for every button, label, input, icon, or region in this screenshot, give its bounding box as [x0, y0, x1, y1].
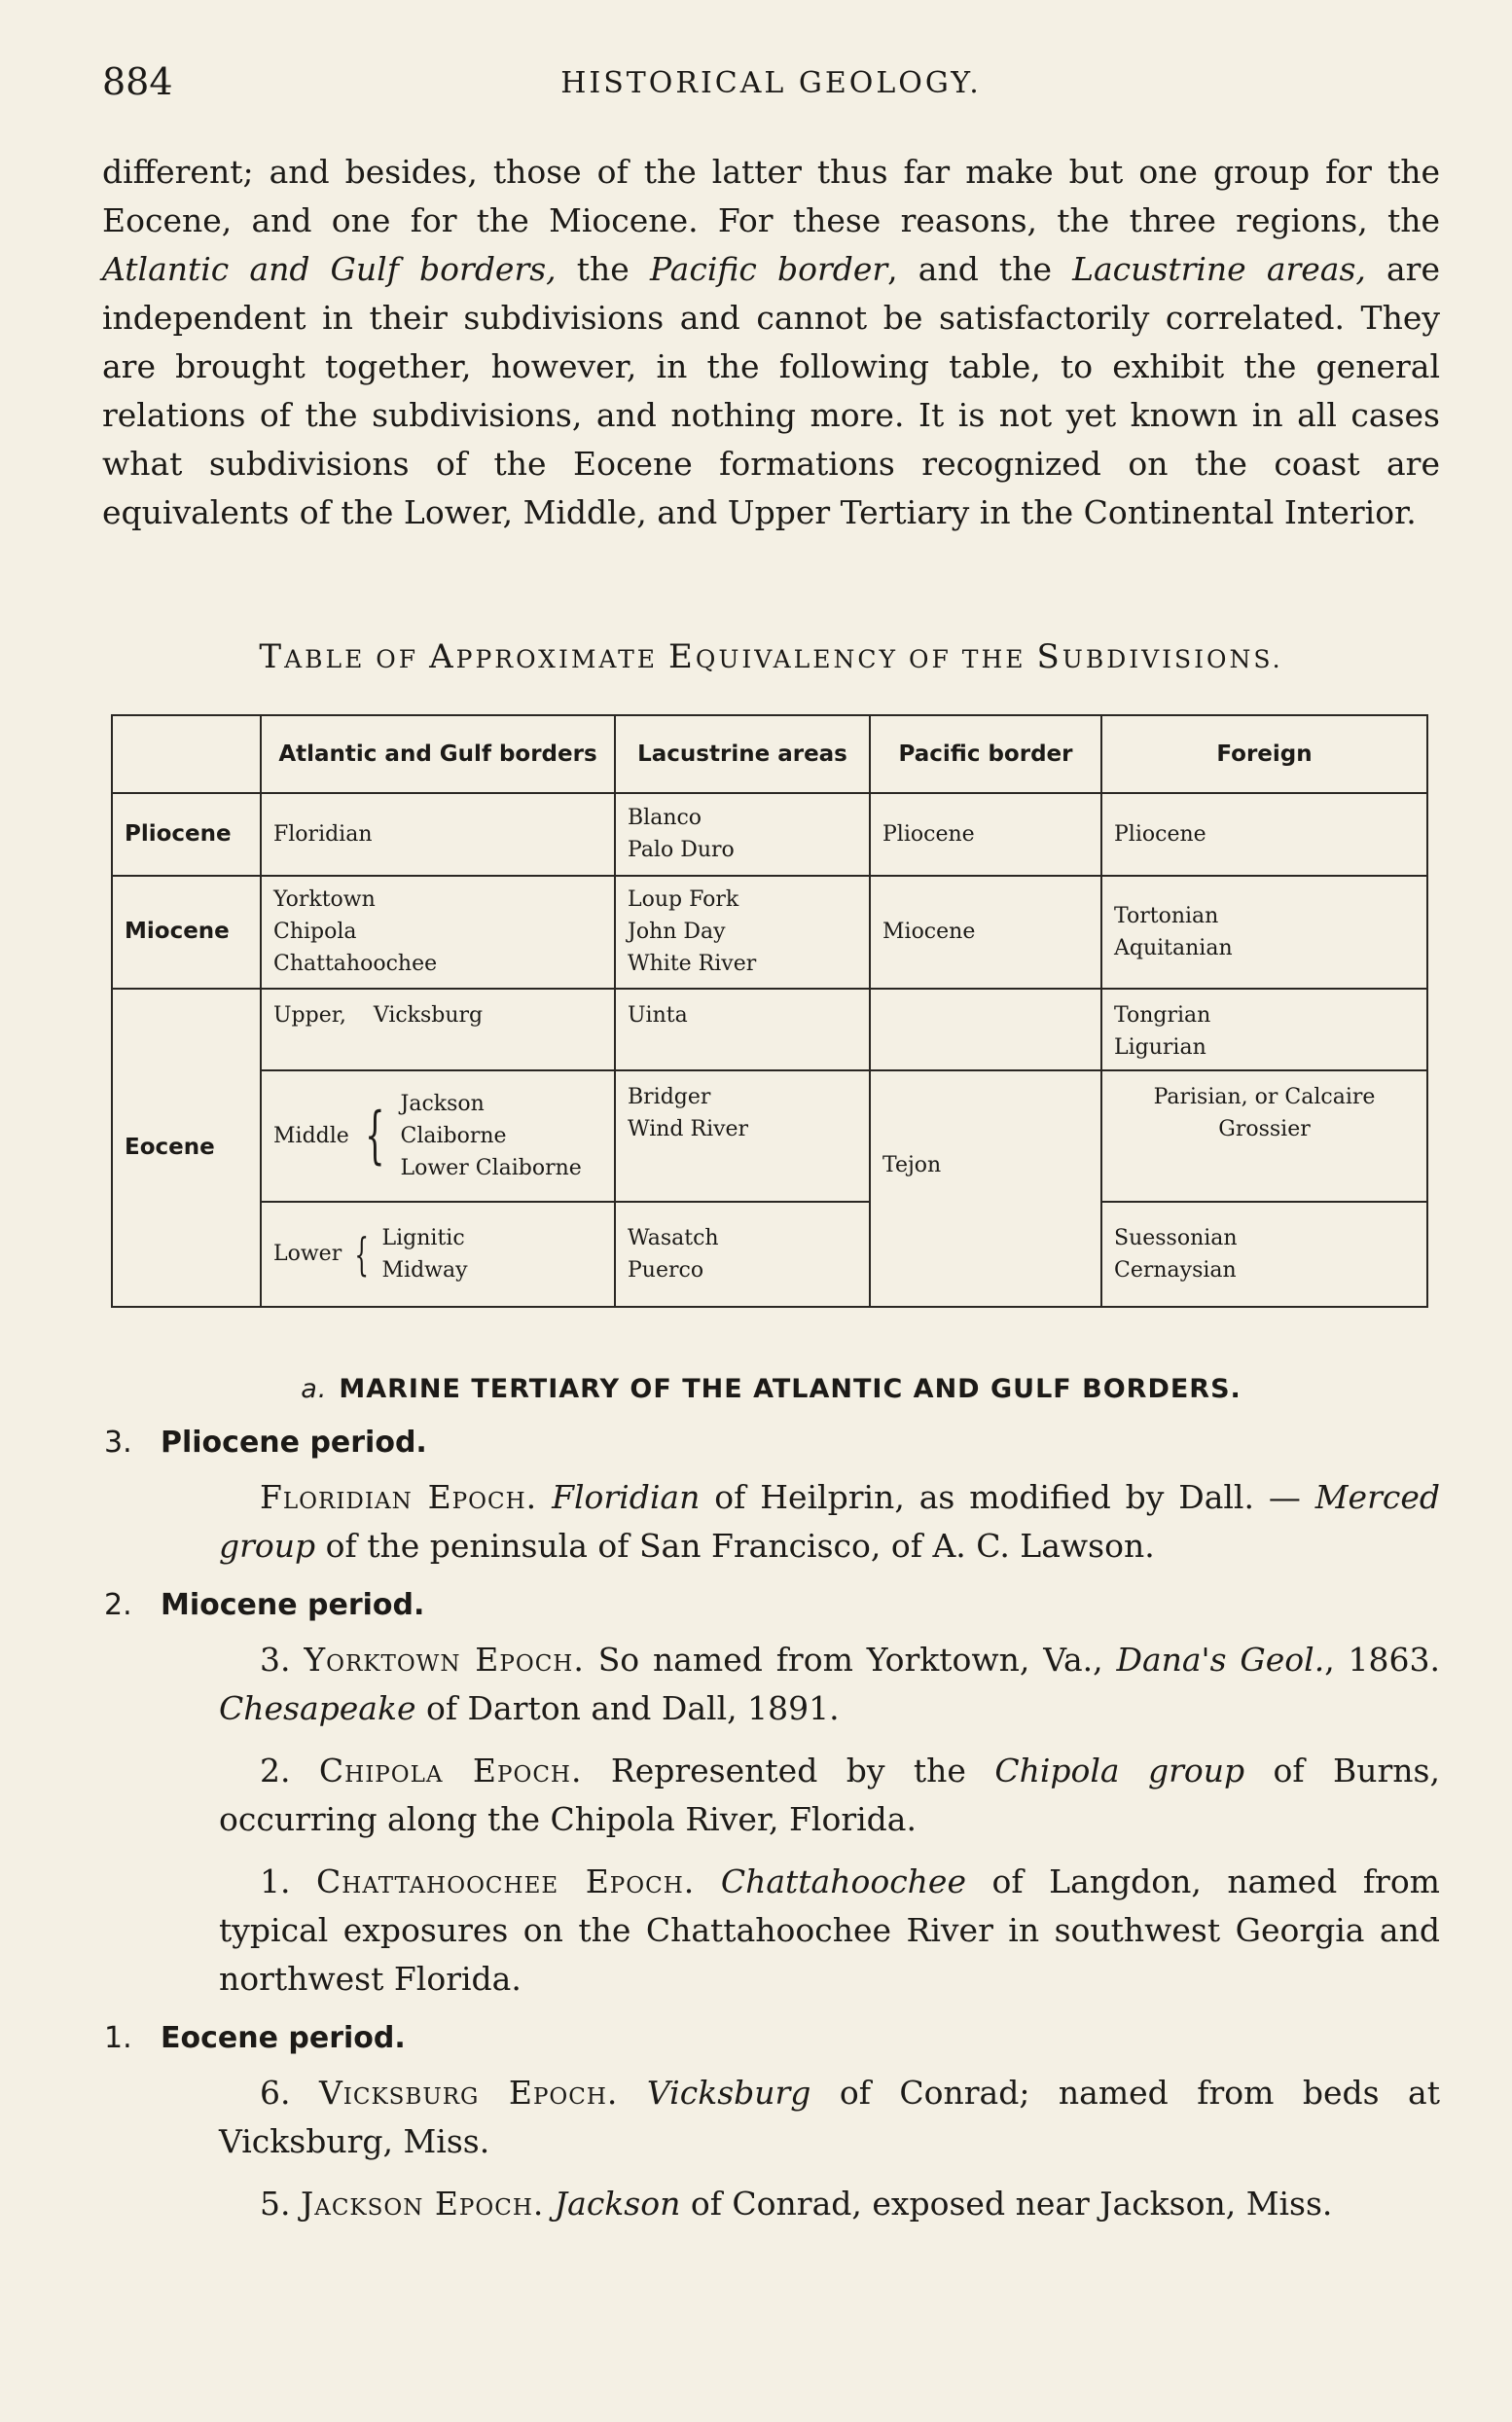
pacific-cell-empty: [870, 989, 1101, 1070]
middle-bracket-group: [273, 1088, 602, 1184]
intro-text: different; and besides, those of the latter thus far make but one group for the Eocene, and one for the Miocene. For these reasons, the three regions, the: [102, 153, 1440, 239]
atlantic-cell: [261, 1070, 615, 1201]
cell-line: Lower Claiborne: [400, 1155, 582, 1180]
header-atlantic: Atlantic and Gulf borders: [261, 715, 615, 793]
epoch-text: of Darton and Dall, 1891.: [415, 1689, 840, 1727]
atlantic-cell: Floridian: [261, 793, 615, 875]
title-part: T: [259, 637, 285, 676]
title-part: QUIVALENCY OF THE: [695, 645, 1037, 673]
header-lacustrine: Lacustrine areas: [615, 715, 870, 793]
epoch-number: 2.: [260, 1752, 291, 1789]
period-heading-eocene: [104, 2021, 1440, 2055]
atlantic-cell: [261, 876, 615, 989]
epoch-number: 6.: [260, 2074, 291, 2112]
running-head: HISTORICAL GEOLOGY.: [560, 66, 982, 100]
region-lacustrine: Lacustrine areas,: [1072, 250, 1366, 288]
cell-line: Chattahoochee: [273, 952, 438, 977]
epoch-name: Jackson Epoch.: [301, 2185, 545, 2223]
title-part: ABLE OF: [284, 645, 430, 673]
epoch-text: Represented by the: [582, 1752, 995, 1789]
page-number: 884: [102, 60, 173, 103]
intro-paragraph: [102, 148, 1440, 537]
epoch-text: Dana's Geol.: [1116, 1641, 1325, 1679]
cell-line: Parisian, or Calcaire: [1153, 1085, 1376, 1110]
foreign-cell: [1101, 1202, 1427, 1307]
epoch-chattahoochee: [219, 1858, 1440, 2004]
table-row-eocene-upper: [112, 989, 1427, 1070]
cell-line: Bridger: [628, 1085, 711, 1110]
intro-text: the: [556, 250, 650, 288]
table-row-eocene-middle: [112, 1070, 1427, 1201]
epoch-name: Floridian Epoch.: [260, 1478, 538, 1516]
lacustrine-cell: [615, 793, 870, 875]
epoch-text: Chattahoochee: [720, 1862, 966, 1900]
page-header: [102, 60, 1440, 109]
intro-text: , and the: [887, 250, 1073, 288]
period-title: Miocene period.: [161, 1588, 425, 1622]
cell-line: Puerco: [628, 1257, 704, 1283]
foreign-cell: [1101, 1070, 1427, 1201]
cell-line: White River: [628, 952, 757, 977]
period-title: Pliocene period.: [161, 1426, 427, 1460]
cell-line: Suessonian: [1114, 1225, 1238, 1250]
cell-line: John Day: [628, 920, 726, 945]
bracket-label: Middle: [273, 1123, 349, 1148]
cell-line: Jackson: [400, 1091, 485, 1116]
pacific-cell: Miocene: [870, 876, 1101, 989]
period-cell: Pliocene: [112, 793, 261, 875]
epoch-text: Chipola group: [994, 1752, 1245, 1789]
cell-line: Wind River: [628, 1117, 749, 1142]
section-title: MARINE TERTIARY OF THE ATLANTIC AND GULF BORDERS.: [339, 1374, 1242, 1404]
cell-line: Yorktown: [273, 887, 376, 913]
cell-line: Blanco: [628, 806, 702, 831]
cell-line: Chipola: [273, 920, 357, 945]
foreign-cell: [1101, 876, 1427, 989]
foreign-cell: [1101, 989, 1427, 1070]
epoch-text: of the peninsula of San Francisco, of A. C. Lawson.: [315, 1527, 1155, 1565]
epoch-jackson: [219, 2180, 1440, 2228]
period-number: 1.: [104, 2021, 132, 2055]
brace-icon: {: [364, 1100, 385, 1173]
period-title: Eocene period.: [161, 2021, 406, 2055]
body-text: [102, 1374, 1440, 2242]
cell-line: Grossier: [1218, 1117, 1311, 1142]
lacustrine-cell: Uinta: [615, 989, 870, 1070]
epoch-yorktown: [219, 1636, 1440, 1733]
cell-line: Tongrian: [1114, 1002, 1211, 1028]
lacustrine-cell: [615, 1070, 870, 1201]
cell-line: Vicksburg: [373, 1002, 484, 1028]
atlantic-cell: [261, 989, 615, 1070]
epoch-text: Jackson: [554, 2185, 681, 2223]
table-header-row: [112, 715, 1427, 793]
cell-line: Upper,: [273, 1002, 346, 1028]
region-pacific: Pacific border: [649, 250, 888, 288]
lower-bracket-group: [273, 1222, 602, 1286]
section-letter: a.: [301, 1374, 328, 1404]
epoch-vicksburg: [219, 2069, 1440, 2166]
header-foreign: Foreign: [1101, 715, 1427, 793]
header-cell-empty: [112, 715, 261, 793]
table-title: [102, 637, 1440, 676]
epoch-text: [618, 2074, 646, 2112]
epoch-text: So named from Yorktown, Va.,: [584, 1641, 1117, 1679]
cell-line: Aquitanian: [1114, 935, 1233, 960]
cell-line: Tortonian: [1114, 903, 1219, 928]
cell-line: Wasatch: [628, 1225, 719, 1250]
title-part: UBDIVISIONS.: [1062, 645, 1283, 673]
bracket-items: [401, 1088, 582, 1184]
cell-line: Lignitic: [381, 1225, 465, 1250]
period-cell: Miocene: [112, 876, 261, 989]
epoch-floridian: [219, 1473, 1440, 1571]
period-number: 2.: [104, 1588, 132, 1622]
epoch-number: 1.: [260, 1862, 291, 1900]
table-row-eocene-lower: [112, 1202, 1427, 1307]
pacific-cell: Pliocene: [870, 793, 1101, 875]
epoch-text: Chesapeake: [219, 1689, 416, 1727]
pacific-cell: Tejon: [870, 1070, 1101, 1307]
period-heading-miocene: [104, 1588, 1440, 1622]
epoch-name: Vicksburg Epoch.: [318, 2074, 619, 2112]
epoch-text: , 1863.: [1324, 1641, 1440, 1679]
lacustrine-cell: [615, 876, 870, 989]
title-part: E: [668, 637, 696, 676]
epoch-text: Floridian: [552, 1478, 701, 1516]
period-cell: Eocene: [112, 989, 261, 1307]
epoch-text: of Conrad, exposed near Jackson, Miss.: [680, 2185, 1333, 2223]
equivalency-table: [111, 714, 1428, 1308]
epoch-text: Vicksburg: [646, 2074, 811, 2112]
epoch-text: [695, 1862, 721, 1900]
title-part: PPROXIMATE: [455, 645, 668, 673]
cell-line: Claiborne: [400, 1123, 507, 1148]
epoch-text: of Heilprin, as modified by Dall. —: [700, 1478, 1315, 1516]
title-part: A: [429, 637, 456, 676]
cell-line: Cernaysian: [1114, 1257, 1237, 1283]
cell-line: Midway: [381, 1257, 468, 1283]
epoch-text: [537, 1478, 552, 1516]
epoch-name: Yorktown Epoch.: [304, 1641, 585, 1679]
epoch-text: of Burns, occurring along the Chipola River, Florida.: [219, 1752, 1440, 1838]
epoch-number: 5.: [260, 2185, 291, 2223]
foreign-cell: Pliocene: [1101, 793, 1427, 875]
bracket-items: [382, 1222, 468, 1286]
header-pacific: Pacific border: [870, 715, 1101, 793]
cell-line: Palo Duro: [628, 838, 735, 863]
section-heading: [102, 1374, 1440, 1404]
epoch-number: 3.: [260, 1641, 291, 1679]
intro-text: are independent in their subdivisions and cannot be satisfactorily correlated. They are brought together, however, in the following table, to exhibit the general relations of the subdivisions, and nothing more. It is not yet known in all cases what subdivisions of the Eocene formations recognized on the coast are equivalents of the Lower, Middle, and Upper Tertiary in the Continental Interior.: [102, 250, 1440, 531]
epoch-name: Chipola Epoch.: [318, 1752, 583, 1789]
epoch-text: Merced group: [219, 1478, 1440, 1565]
brace-icon: {: [354, 1227, 370, 1281]
cell-line: Ligurian: [1114, 1034, 1206, 1060]
bracket-label: Lower: [273, 1242, 342, 1267]
cell-line: Loup Fork: [628, 887, 739, 913]
atlantic-cell: [261, 1202, 615, 1307]
period-heading-pliocene: [104, 1426, 1440, 1460]
epoch-chipola: [219, 1747, 1440, 1844]
epoch-text: [544, 2185, 555, 2223]
lacustrine-cell: [615, 1202, 870, 1307]
epoch-name: Chattahoochee Epoch.: [316, 1862, 696, 1900]
epoch-text: of Langdon, named from typical exposures on the Chattahoochee River in southwest Georgia and northwest Florida.: [219, 1862, 1440, 1998]
title-part: S: [1036, 637, 1062, 676]
table-row-miocene: [112, 876, 1427, 989]
region-atlantic: Atlantic and Gulf borders,: [102, 250, 557, 288]
table-row-pliocene: [112, 793, 1427, 875]
period-number: 3.: [104, 1426, 132, 1460]
epoch-text: of Conrad; named from beds at Vicksburg, Miss.: [219, 2074, 1440, 2160]
